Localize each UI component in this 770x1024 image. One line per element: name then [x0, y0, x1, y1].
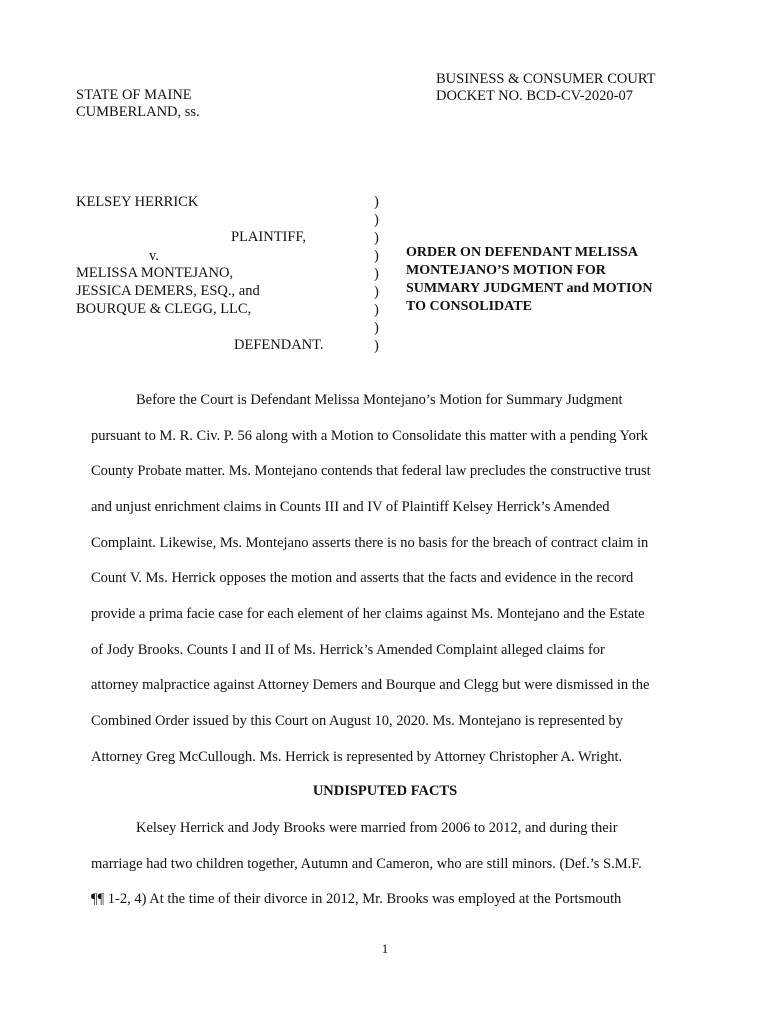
- caption-paren: ): [374, 302, 379, 318]
- caption-paren: ): [374, 284, 379, 300]
- body-line: Attorney Greg McCullough. Ms. Herrick is represented by Attorney Christopher A. Wright.: [91, 749, 623, 765]
- body-line: provide a prima facie case for each element of her claims against Ms. Montejano and the Estate: [91, 606, 645, 622]
- body-line: marriage had two children together, Autumn and Cameron, who are still minors. (Def.’s S.M.F.: [91, 856, 642, 872]
- body-line: and unjust enrichment claims in Counts III and IV of Plaintiff Kelsey Herrick’s Amended: [91, 499, 610, 515]
- state-line: STATE OF MAINE: [76, 87, 192, 103]
- body-line: Complaint. Likewise, Ms. Montejano asserts there is no basis for the breach of contract claim in: [91, 535, 649, 551]
- caption-paren: ): [374, 338, 379, 354]
- caption-paren: ): [374, 194, 379, 210]
- plaintiff-label: PLAINTIFF,: [231, 229, 306, 245]
- body-line: ¶¶ 1-2, 4) At the time of their divorce in 2012, Mr. Brooks was employed at the Portsmouth: [91, 891, 622, 907]
- caption-paren: ): [374, 248, 379, 264]
- body-line: Before the Court is Defendant Melissa Montejano’s Motion for Summary Judgment: [136, 392, 623, 408]
- caption-paren: ): [374, 230, 379, 246]
- section-heading: UNDISPUTED FACTS: [312, 783, 458, 799]
- page-number: 1: [381, 941, 389, 956]
- body-line: Combined Order issued by this Court on August 10, 2020. Ms. Montejano is represented by: [91, 713, 624, 729]
- body-line: County Probate matter. Ms. Montejano contends that federal law precludes the constructive trust: [91, 463, 651, 479]
- order-title: [406, 244, 652, 316]
- county-line: CUMBERLAND, ss.: [76, 104, 200, 120]
- caption-paren: ): [374, 320, 379, 336]
- court-docket: [436, 71, 656, 105]
- court-state: [76, 87, 200, 121]
- body-line: Kelsey Herrick and Jody Brooks were married from 2006 to 2012, and during their: [136, 820, 618, 836]
- body-line: pursuant to M. R. Civ. P. 56 along with a Motion to Consolidate this matter with a pending York: [91, 428, 648, 444]
- body-line: attorney malpractice against Attorney Demers and Bourque and Clegg but were dismissed in the: [91, 677, 650, 693]
- caption-paren: ): [374, 212, 379, 228]
- defendant-line: JESSICA DEMERS, ESQ., and: [76, 283, 260, 299]
- defendant-label: DEFENDANT.: [234, 337, 324, 353]
- docket-number-line: DOCKET NO. BCD-CV-2020-07: [436, 88, 633, 104]
- versus-label: v.: [149, 248, 159, 264]
- defendant-line: BOURQUE & CLEGG, LLC,: [76, 301, 252, 317]
- court-name-line: BUSINESS & CONSUMER COURT: [436, 71, 656, 87]
- body-line: Count V. Ms. Herrick opposes the motion and asserts that the facts and evidence in the record: [91, 570, 634, 586]
- order-title-line: MONTEJANO’S MOTION FOR: [406, 263, 606, 278]
- defendant-line: MELISSA MONTEJANO,: [76, 265, 234, 281]
- body-line: of Jody Brooks. Counts I and II of Ms. Herrick’s Amended Complaint alleged claims for: [91, 642, 605, 658]
- caption-parentheses: [374, 193, 379, 355]
- order-title-line: ORDER ON DEFENDANT MELISSA: [406, 245, 638, 260]
- caption-paren: ): [374, 266, 379, 282]
- order-title-line: TO CONSOLIDATE: [406, 299, 532, 314]
- order-title-line: SUMMARY JUDGMENT and MOTION: [406, 281, 653, 296]
- plaintiff-name: KELSEY HERRICK: [76, 194, 199, 210]
- defendant-names: [76, 265, 260, 319]
